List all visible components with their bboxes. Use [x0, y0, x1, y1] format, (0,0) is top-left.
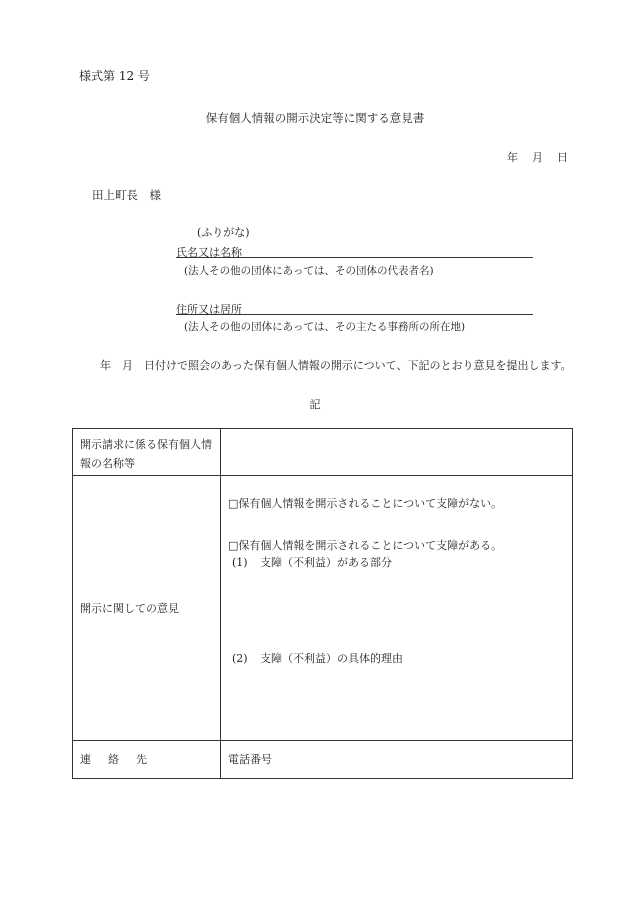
opinion-label: 開示に関しての意見 — [80, 601, 179, 615]
info-name-input-cell[interactable] — [221, 429, 573, 476]
table-row-opinion — [73, 476, 573, 741]
address-label: 住所又は居所 — [176, 303, 242, 316]
checkbox-no-objection[interactable]: □保有個人情報を開示されることについて支障がない。 — [228, 497, 503, 510]
sub-item-text: 支障（不利益）がある部分 — [260, 556, 392, 569]
sub-item-affected-part — [232, 553, 392, 572]
phone-label: 電話番号 — [228, 753, 272, 766]
opinion-label-cell — [73, 476, 221, 741]
address-underline[interactable] — [176, 314, 533, 315]
info-name-label-cell — [73, 429, 221, 476]
name-underline[interactable] — [176, 257, 533, 258]
opinion-content-cell — [221, 476, 573, 741]
sub-item-number: (2) — [232, 652, 248, 665]
date-line — [507, 149, 568, 165]
table-row-contact — [73, 741, 573, 779]
checkbox-objection[interactable]: □保有個人情報を開示されることについて支障がある。 — [228, 539, 503, 552]
sub-item-number: (1) — [232, 556, 248, 569]
furigana-label: (ふりがな) — [197, 226, 250, 239]
ki-heading: 記 — [309, 398, 321, 411]
document-title: 保有個人情報の開示決定等に関する意見書 — [205, 111, 425, 125]
contact-label — [73, 750, 220, 769]
info-name-label: 開示請求に係る保有個人情報の名称等 — [80, 438, 212, 470]
table-row-info-name — [73, 429, 573, 476]
contact-char: 絡 — [108, 753, 119, 766]
statement: 年 月 日付けで照会のあった保有個人情報の開示について、下記のとおり意見を提出します。 — [100, 359, 572, 372]
name-label: 氏名又は名称 — [176, 246, 242, 259]
sub-item-reason — [232, 649, 403, 668]
sub-item-text: 支障（不利益）の具体的理由 — [260, 652, 403, 665]
address-note: (法人その他の団体にあっては、その主たる事務所の所在地) — [184, 321, 466, 333]
date-day: 日 — [557, 151, 568, 164]
addressee: 田上町長 様 — [92, 188, 161, 202]
opinion-table — [72, 428, 573, 779]
contact-char: 連 — [80, 753, 91, 766]
name-note: (法人その他の団体にあっては、その団体の代表者名) — [184, 265, 434, 277]
contact-char: 先 — [136, 753, 147, 766]
date-year: 年 — [507, 151, 518, 164]
form-number: 様式第 12 号 — [79, 69, 150, 83]
date-month: 月 — [532, 151, 543, 164]
phone-cell[interactable] — [221, 741, 573, 779]
contact-label-cell — [73, 741, 221, 779]
